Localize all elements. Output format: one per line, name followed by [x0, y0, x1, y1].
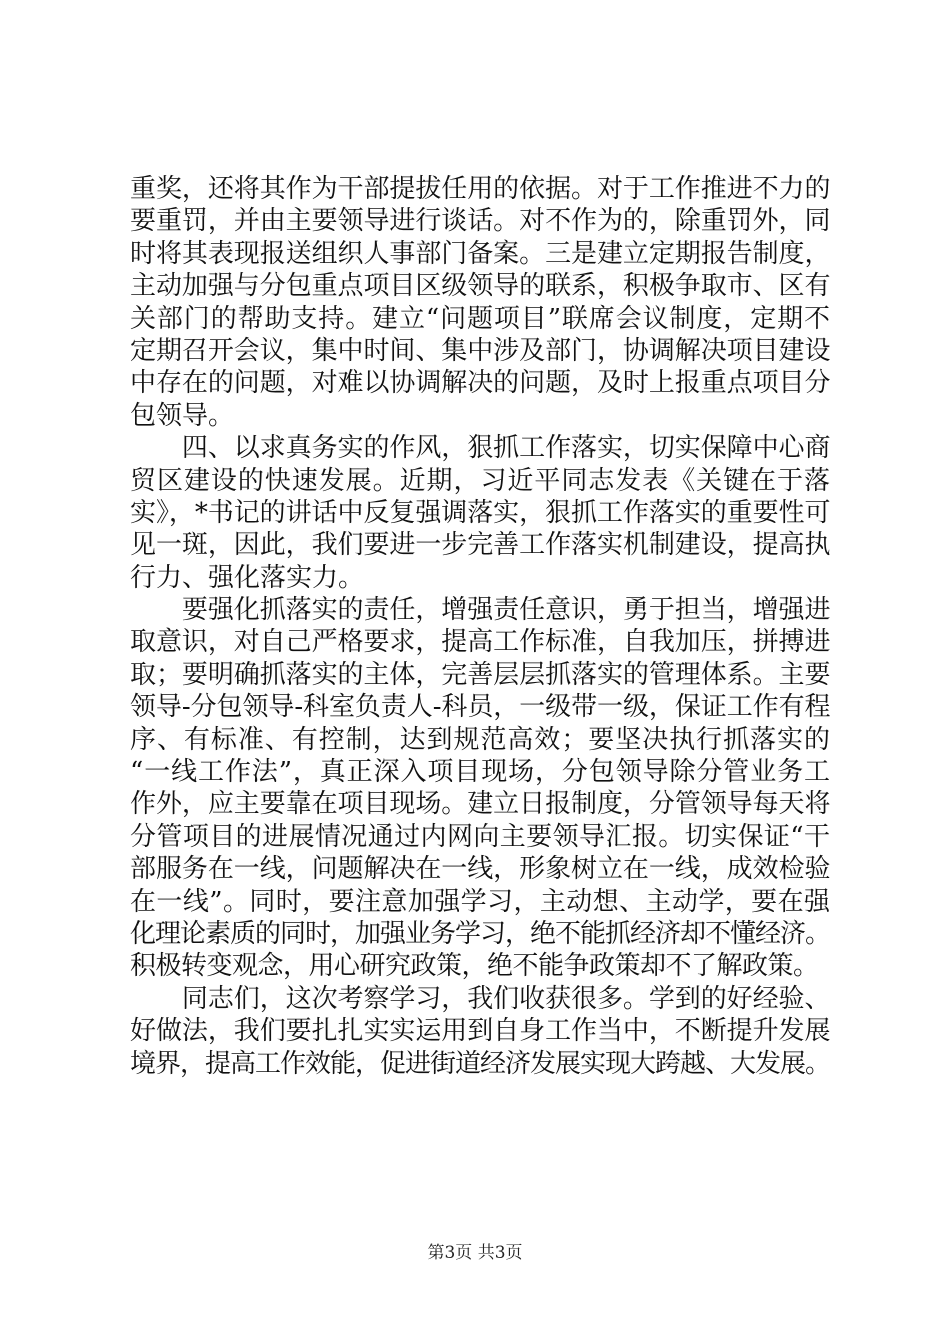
text-line: 定期召开会议，集中时间、集中涉及部门，协调解决项目建设 [130, 335, 830, 366]
text-line: 分管项目的进展情况通过内网向主要领导汇报。切实保证“干 [130, 821, 830, 852]
text-line: 中存在的问题，对难以协调解决的问题，及时上报重点项目分 [130, 368, 830, 399]
text-line: 关部门的帮助支持。建立“问题项目”联席会议制度，定期不 [130, 303, 830, 334]
text-line: 时将其表现报送组织人事部门备案。三是建立定期报告制度， [130, 238, 830, 269]
text-line: 同志们，这次考察学习，我们收获很多。学到的好经验、 [130, 983, 830, 1014]
text-line: 好做法，我们要扎扎实实运用到自身工作当中，不断提升发展 [130, 1016, 830, 1047]
text-line: 主动加强与分包重点项目区级领导的联系，积极争取市、区有 [130, 271, 830, 302]
text-line: 实》，*书记的讲话中反复强调落实，狠抓工作落实的重要性可 [130, 497, 830, 528]
text-line: 积极转变观念，用心研究政策，绝不能争政策却不了解政策。 [130, 951, 819, 982]
text-line: 取意识，对自己严格要求，提高工作标准，自我加压，拼搏进 [130, 627, 830, 658]
text-line: 包领导。 [130, 400, 235, 431]
document-body [130, 173, 830, 1080]
page-footer [0, 1242, 950, 1264]
text-line: 作外，应主要靠在项目现场。建立日报制度，分管领导每天将 [130, 789, 830, 820]
text-line: 重奖，还将其作为干部提拔任用的依据。对于工作推进不力的 [130, 174, 830, 204]
text-line: 贸区建设的快速发展。近期，习近平同志发表《关键在于落 [130, 465, 830, 496]
text-line: 行力、强化落实力。 [130, 562, 365, 593]
page-number-label: 第3页 共3页 [427, 1243, 523, 1263]
text-line: 要强化抓落实的责任，增强责任意识，勇于担当，增强进 [130, 595, 830, 626]
text-line: 领导-分包领导-科室负责人-科员，一级带一级，保证工作有程 [130, 692, 830, 723]
text-line: 部服务在一线，问题解决在一线，形象树立在一线，成效检验 [130, 854, 830, 885]
text-line: 化理论素质的同时，加强业务学习，绝不能抓经济却不懂经济。 [130, 918, 831, 949]
text-line: 在一线”。同时，要注意加强学习，主动想、主动学，要在强 [130, 886, 830, 917]
text-line: 四、以求真务实的作风，狠抓工作落实，切实保障中心商 [130, 433, 830, 464]
text-line: 序、有标准、有控制，达到规范高效；要坚决执行抓落实的 [130, 724, 830, 755]
text-line: 取；要明确抓落实的主体，完善层层抓落实的管理体系。主要 [130, 659, 830, 690]
text-line: “一线工作法”，真正深入项目现场，分包领导除分管业务工 [130, 757, 830, 788]
text-line: 境界，提高工作效能，促进街道经济发展实现大跨越、大发展。 [130, 1048, 831, 1079]
text-line: 要重罚，并由主要领导进行谈话。对不作为的，除重罚外，同 [130, 206, 830, 237]
text-line: 见一斑，因此，我们要进一步完善工作落实机制建设，提高执 [130, 530, 830, 561]
